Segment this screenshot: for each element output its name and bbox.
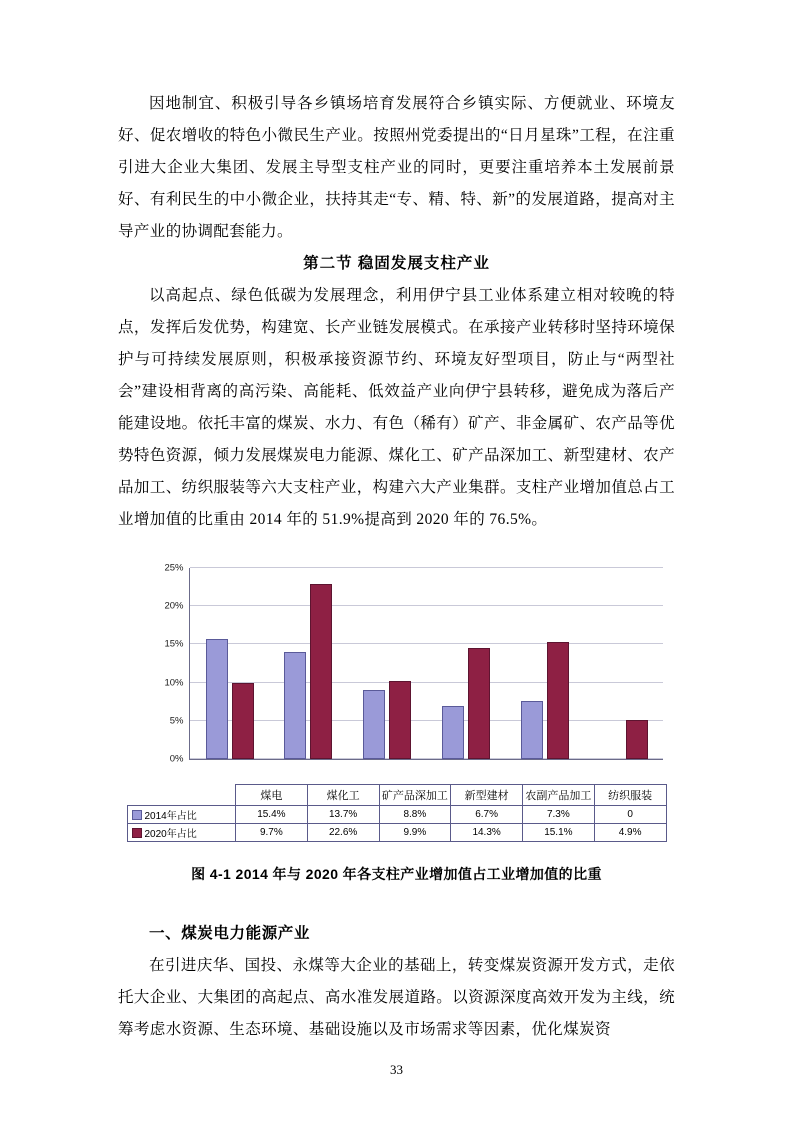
table-cell: 9.9%	[379, 824, 451, 842]
chart-y-tick-label: 15%	[164, 638, 184, 650]
paragraph-intro: 因地制宜、积极引导各乡镇场培育发展符合乡镇实际、方便就业、环境友好、促农增收的特色小微民生产业。按照州党委提出的“日月星珠”工程，在注重引进大企业大集团、发展主导型支柱产业的同时，更要注重培养本土发展前景好、有利民生的中小微企业，扶持其走“专、精、特、新”的发展道路，提高对主导产业的协调配套能力。	[118, 95, 675, 240]
subsection-title: 一、煤炭电力能源产业	[149, 925, 311, 942]
chart-bar	[389, 681, 411, 759]
page-number: 33	[390, 1062, 403, 1077]
chart-bar	[206, 639, 228, 759]
chart-bar-group	[505, 568, 584, 759]
section-title: 第二节 稳固发展支柱产业	[303, 255, 490, 272]
table-cell: 4.9%	[594, 824, 666, 842]
table-cell: 6.7%	[451, 806, 523, 824]
chart-bar	[626, 720, 648, 759]
table-column-header: 煤电	[236, 785, 308, 806]
chart-bar	[232, 683, 254, 759]
chart-plot-area	[164, 562, 663, 765]
table-cell: 14.3%	[451, 824, 523, 842]
figure-caption: 图 4-1 2014 年与 2020 年各支柱产业增加值占工业增加值的比重	[191, 866, 602, 882]
chart-bar-group	[584, 568, 663, 759]
chart-bar-group	[426, 568, 505, 759]
table-cell: 9.7%	[236, 824, 308, 842]
table-cell: 7.3%	[523, 806, 595, 824]
chart-y-tick-label: 0%	[169, 753, 184, 765]
chart-y-tick-label: 25%	[164, 562, 184, 574]
table-row	[127, 806, 666, 824]
table-cell: 0	[594, 806, 666, 824]
figure-4-1	[127, 562, 667, 884]
table-column-header: 矿产品深加工	[379, 785, 451, 806]
paragraph-body: 以高起点、绿色低碳为发展理念，利用伊宁县工业体系建立相对较晚的特点，发挥后发优势，构建宽、长产业链发展模式。在承接产业转移时坚持环境保护与可持续发展原则，积极承接资源节约、环境友好型项目，防止与“两型社会”建设相背离的高污染、高能耗、低效益产业向伊宁县转移，避免成为落后产能建设地。依托丰富的煤炭、水力、有色（稀有）矿产、非金属矿、农产品等优势特色资源，倾力发展煤炭电力能源、煤化工、矿产品深加工、新型建材、农产品加工、纺织服装等六大支柱产业，构建六大产业集群。支柱产业增加值总占工业增加值的比重由 2014 年的 51.9%提高到 2020 年的 76.5%。	[118, 287, 675, 528]
table-row	[127, 785, 666, 806]
table-cell: 22.6%	[307, 824, 379, 842]
chart-bar	[468, 648, 490, 759]
chart-bar	[442, 706, 464, 759]
chart-bar	[547, 642, 569, 759]
table-cell: 8.8%	[379, 806, 451, 824]
chart-bar	[310, 584, 332, 759]
chart-bar	[363, 690, 385, 759]
table-corner-cell	[127, 785, 236, 806]
legend-swatch-icon	[132, 810, 142, 820]
table-column-header: 新型建材	[451, 785, 523, 806]
table-cell: 15.4%	[236, 806, 308, 824]
table-cell: 15.1%	[523, 824, 595, 842]
chart-bar	[521, 701, 543, 759]
paragraph-closing: 在引进庆华、国投、永煤等大企业的基础上，转变煤炭资源开发方式，走依托大企业、大集团的高起点、高水准发展道路。以资源深度高效开发为主线，统筹考虑水资源、生态环境、基础设施以及市场需求等因素，优化煤炭资	[118, 957, 675, 1038]
chart-bar-group	[347, 568, 426, 759]
table-column-header: 农副产品加工	[523, 785, 595, 806]
bar-chart	[127, 562, 667, 784]
table-column-header: 煤化工	[307, 785, 379, 806]
legend-item: 2020年占比	[127, 824, 236, 842]
chart-y-tick-label: 5%	[169, 715, 184, 727]
chart-bar	[284, 652, 306, 759]
table-cell: 13.7%	[307, 806, 379, 824]
legend-item: 2014年占比	[127, 806, 236, 824]
chart-y-tick-label: 10%	[164, 677, 184, 689]
legend-swatch-icon	[132, 828, 142, 838]
chart-bar-group	[190, 568, 269, 759]
chart-bar-group	[268, 568, 347, 759]
table-column-header: 纺织服装	[594, 785, 666, 806]
chart-y-tick-label: 20%	[164, 600, 184, 612]
chart-data-table	[127, 784, 667, 842]
table-row	[127, 824, 666, 842]
